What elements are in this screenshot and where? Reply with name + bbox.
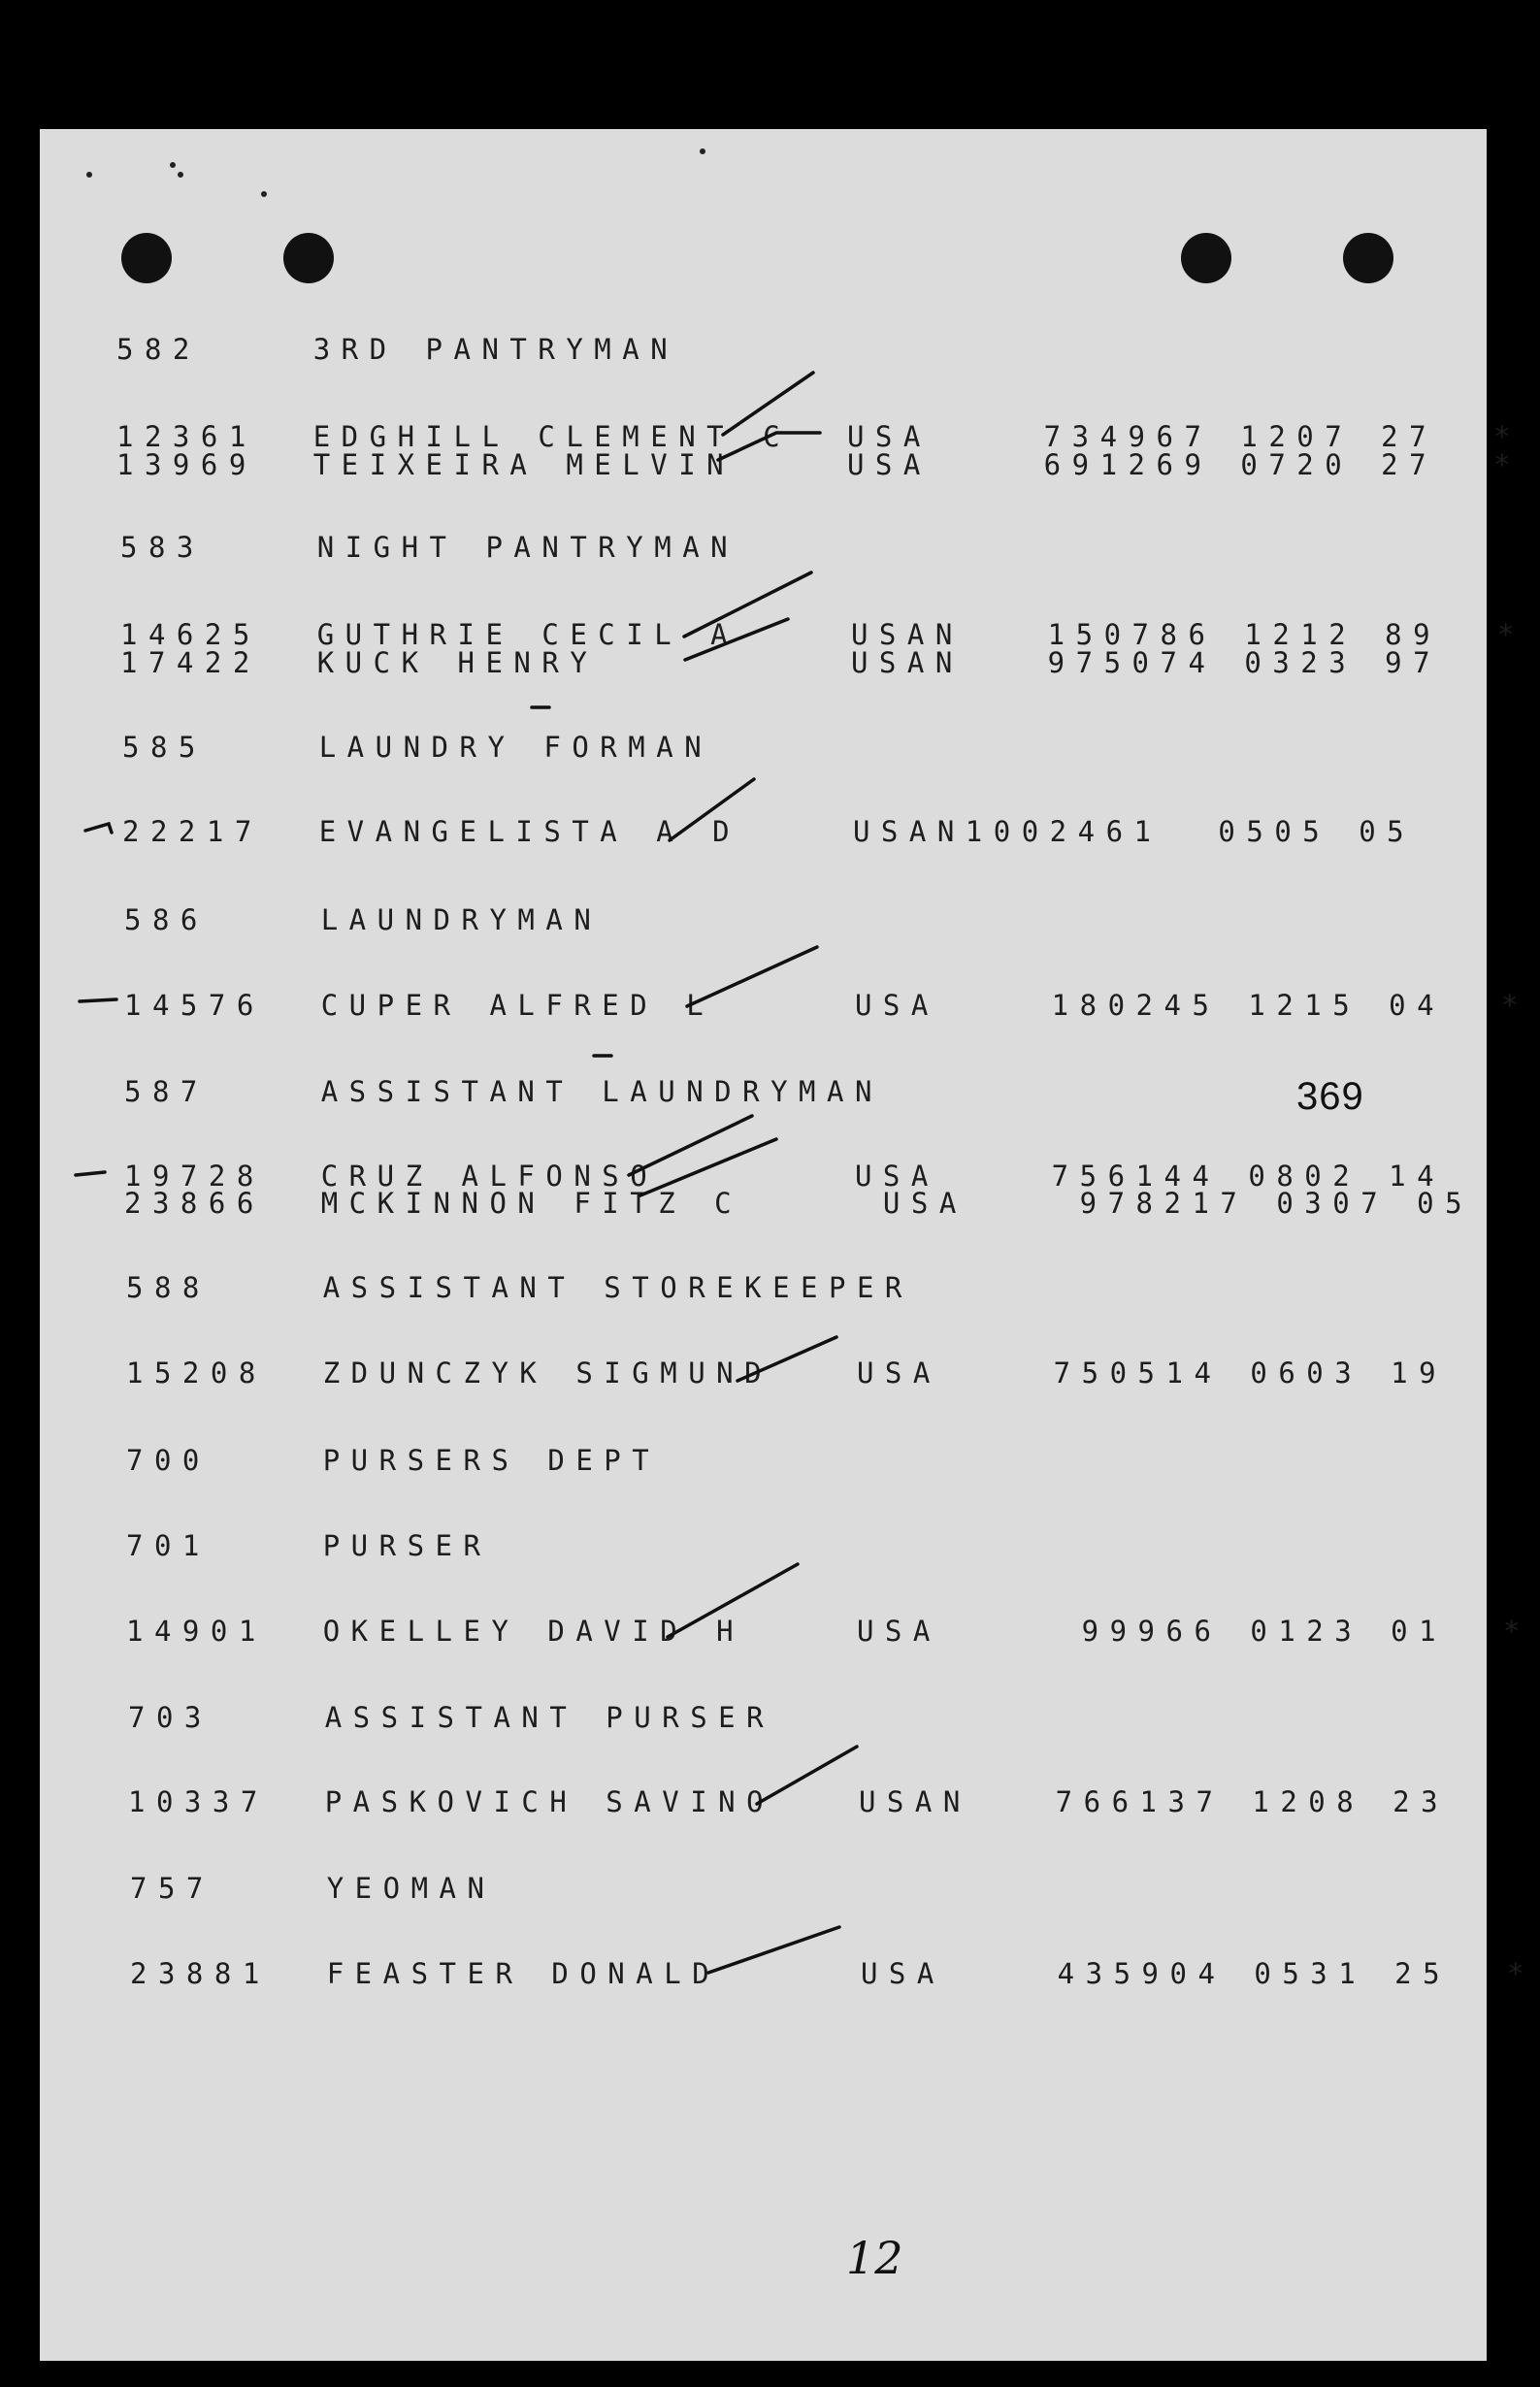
speck [170, 162, 176, 168]
crew-row: 17422 KUCK HENRY USAN 975074 0323 97 [120, 646, 1442, 679]
punch-hole-2 [283, 233, 334, 283]
section-header: 582 3RD PANTRYMAN [116, 333, 679, 366]
section-header: 586 LAUNDRYMAN [124, 903, 603, 936]
handwritten-page-number: 12 [846, 2232, 903, 2284]
section-header: 703 ASSISTANT PURSER [128, 1701, 775, 1734]
section-header: 757 YEOMAN [130, 1872, 496, 1905]
crew-row: 23866 MCKINNON FITZ C USA 978217 0307 05 [124, 1187, 1474, 1220]
punch-hole-4 [1343, 233, 1393, 283]
section-header: 700 PURSERS DEPT [126, 1444, 661, 1477]
section-header: 587 ASSISTANT LAUNDRYMAN [124, 1075, 883, 1108]
punch-hole-3 [1181, 233, 1231, 283]
crew-row: 14576 CUPER ALFRED L USA 180245 1215 04 * [124, 989, 1529, 1022]
crew-row: 15208 ZDUNCZYK SIGMUND USA 750514 0603 19 [126, 1357, 1448, 1390]
speck [261, 191, 267, 197]
section-header: 588 ASSISTANT STOREKEEPER [126, 1271, 913, 1304]
crew-row: 22217 EVANGELISTA A D USAN1002461 0505 05 [122, 815, 1416, 848]
section-header: 585 LAUNDRY FORMAN [122, 731, 713, 764]
speck [86, 172, 92, 178]
speck [178, 172, 183, 178]
crew-row: 10337 PASKOVICH SAVINO USAN 766137 1208 23 [128, 1785, 1450, 1818]
crew-row: 14901 OKELLEY DAVID H USA 99966 0123 01 * [126, 1615, 1531, 1648]
crew-row: 19728 CRUZ ALFONSO USA 756144 0802 14 [124, 1160, 1446, 1193]
crew-row: 14625 GUTHRIE CECIL A USAN 150786 1212 89 * [120, 618, 1525, 651]
section-header: 583 NIGHT PANTRYMAN [120, 531, 739, 564]
stamped-page-number: 369 [1296, 1075, 1364, 1118]
speck [700, 148, 705, 154]
crew-row: 23881 FEASTER DONALD USA 435904 0531 25 * [130, 1957, 1535, 1990]
section-header: 701 PURSER [126, 1529, 492, 1562]
punch-hole-1 [121, 233, 172, 283]
crew-row: 13969 TEIXEIRA MELVIN USA 691269 0720 27 * [116, 448, 1522, 481]
crew-row: 12361 EDGHILL CLEMENT C USA 734967 1207 27 * [116, 420, 1522, 453]
